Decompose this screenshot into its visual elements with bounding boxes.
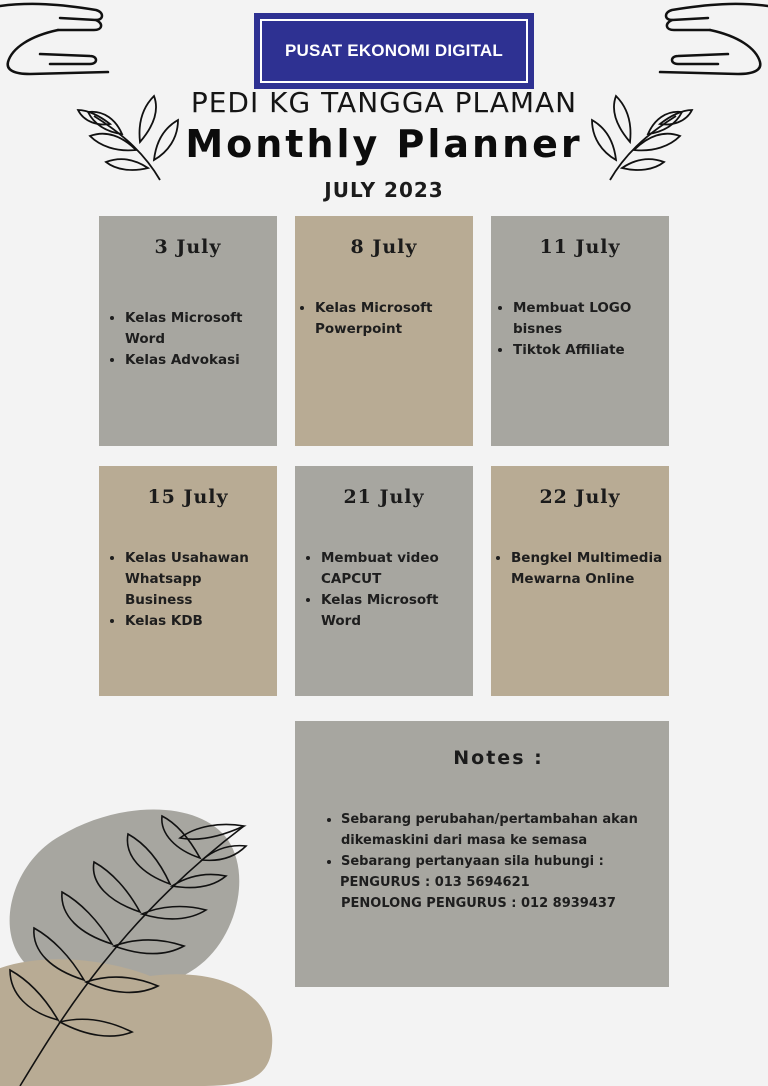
- event-card-21-july: [295, 466, 473, 696]
- event-date: 8 July: [350, 236, 418, 258]
- note-item: • Sebarang perubahan/pertambahan akan dikemaskini dari masa ke semasa: [341, 809, 659, 851]
- event-items: [491, 298, 669, 361]
- event-items: [295, 298, 473, 340]
- event-items: [295, 548, 473, 632]
- month-label: JULY 2023: [324, 178, 444, 202]
- badge-label: PUSAT EKONOMI DIGITAL: [260, 19, 528, 83]
- event-card-11-july: [491, 216, 669, 446]
- event-item: • Bengkel Multimedia Mewarna Online: [511, 548, 669, 590]
- note-contact-assistant: PENOLONG PENGURUS : 012 8939437: [341, 896, 616, 911]
- notes-list: [323, 809, 659, 914]
- note-contact-manager: PENGURUS : 013 5694621: [340, 875, 530, 890]
- event-card-15-july: [99, 466, 277, 696]
- leaf-decoration-icon: [0, 800, 290, 1086]
- note-item: [341, 851, 659, 914]
- event-card-3-july: [99, 216, 277, 446]
- event-date: 3 July: [154, 236, 222, 258]
- event-card-8-july: [295, 216, 473, 446]
- event-item: • Kelas Advokasi: [125, 350, 271, 371]
- event-date: 22 July: [539, 486, 621, 508]
- event-date: 21 July: [343, 486, 425, 508]
- event-date: 11 July: [539, 236, 621, 258]
- event-item: • Kelas Microsoft Word: [321, 590, 467, 632]
- hand-right-icon: [648, 0, 768, 80]
- note-contact-prompt: • Sebarang pertanyaan sila hubungi :: [341, 854, 604, 869]
- header-badge: [254, 13, 534, 89]
- notes-card: [295, 721, 669, 987]
- event-item: • Membuat video CAPCUT: [321, 548, 467, 590]
- event-item: • Kelas Microsoft Word: [125, 308, 271, 350]
- event-items: [99, 548, 277, 632]
- event-item: • Tiktok Affiliate: [513, 340, 663, 361]
- notes-heading: Notes :: [453, 747, 544, 769]
- event-items: [491, 548, 669, 590]
- event-items: [99, 308, 277, 371]
- organization-name: PEDI KG TANGGA PLAMAN: [190, 86, 578, 119]
- event-item: • Kelas KDB: [125, 611, 271, 632]
- event-item: • Membuat LOGO bisnes: [513, 298, 663, 340]
- page-title: Monthly Planner: [185, 122, 583, 166]
- hand-left-icon: [0, 0, 120, 80]
- event-item: • Kelas Microsoft Powerpoint: [315, 298, 467, 340]
- event-date: 15 July: [147, 486, 229, 508]
- event-card-22-july: [491, 466, 669, 696]
- event-item: • Kelas Usahawan Whatsapp Business: [125, 548, 271, 611]
